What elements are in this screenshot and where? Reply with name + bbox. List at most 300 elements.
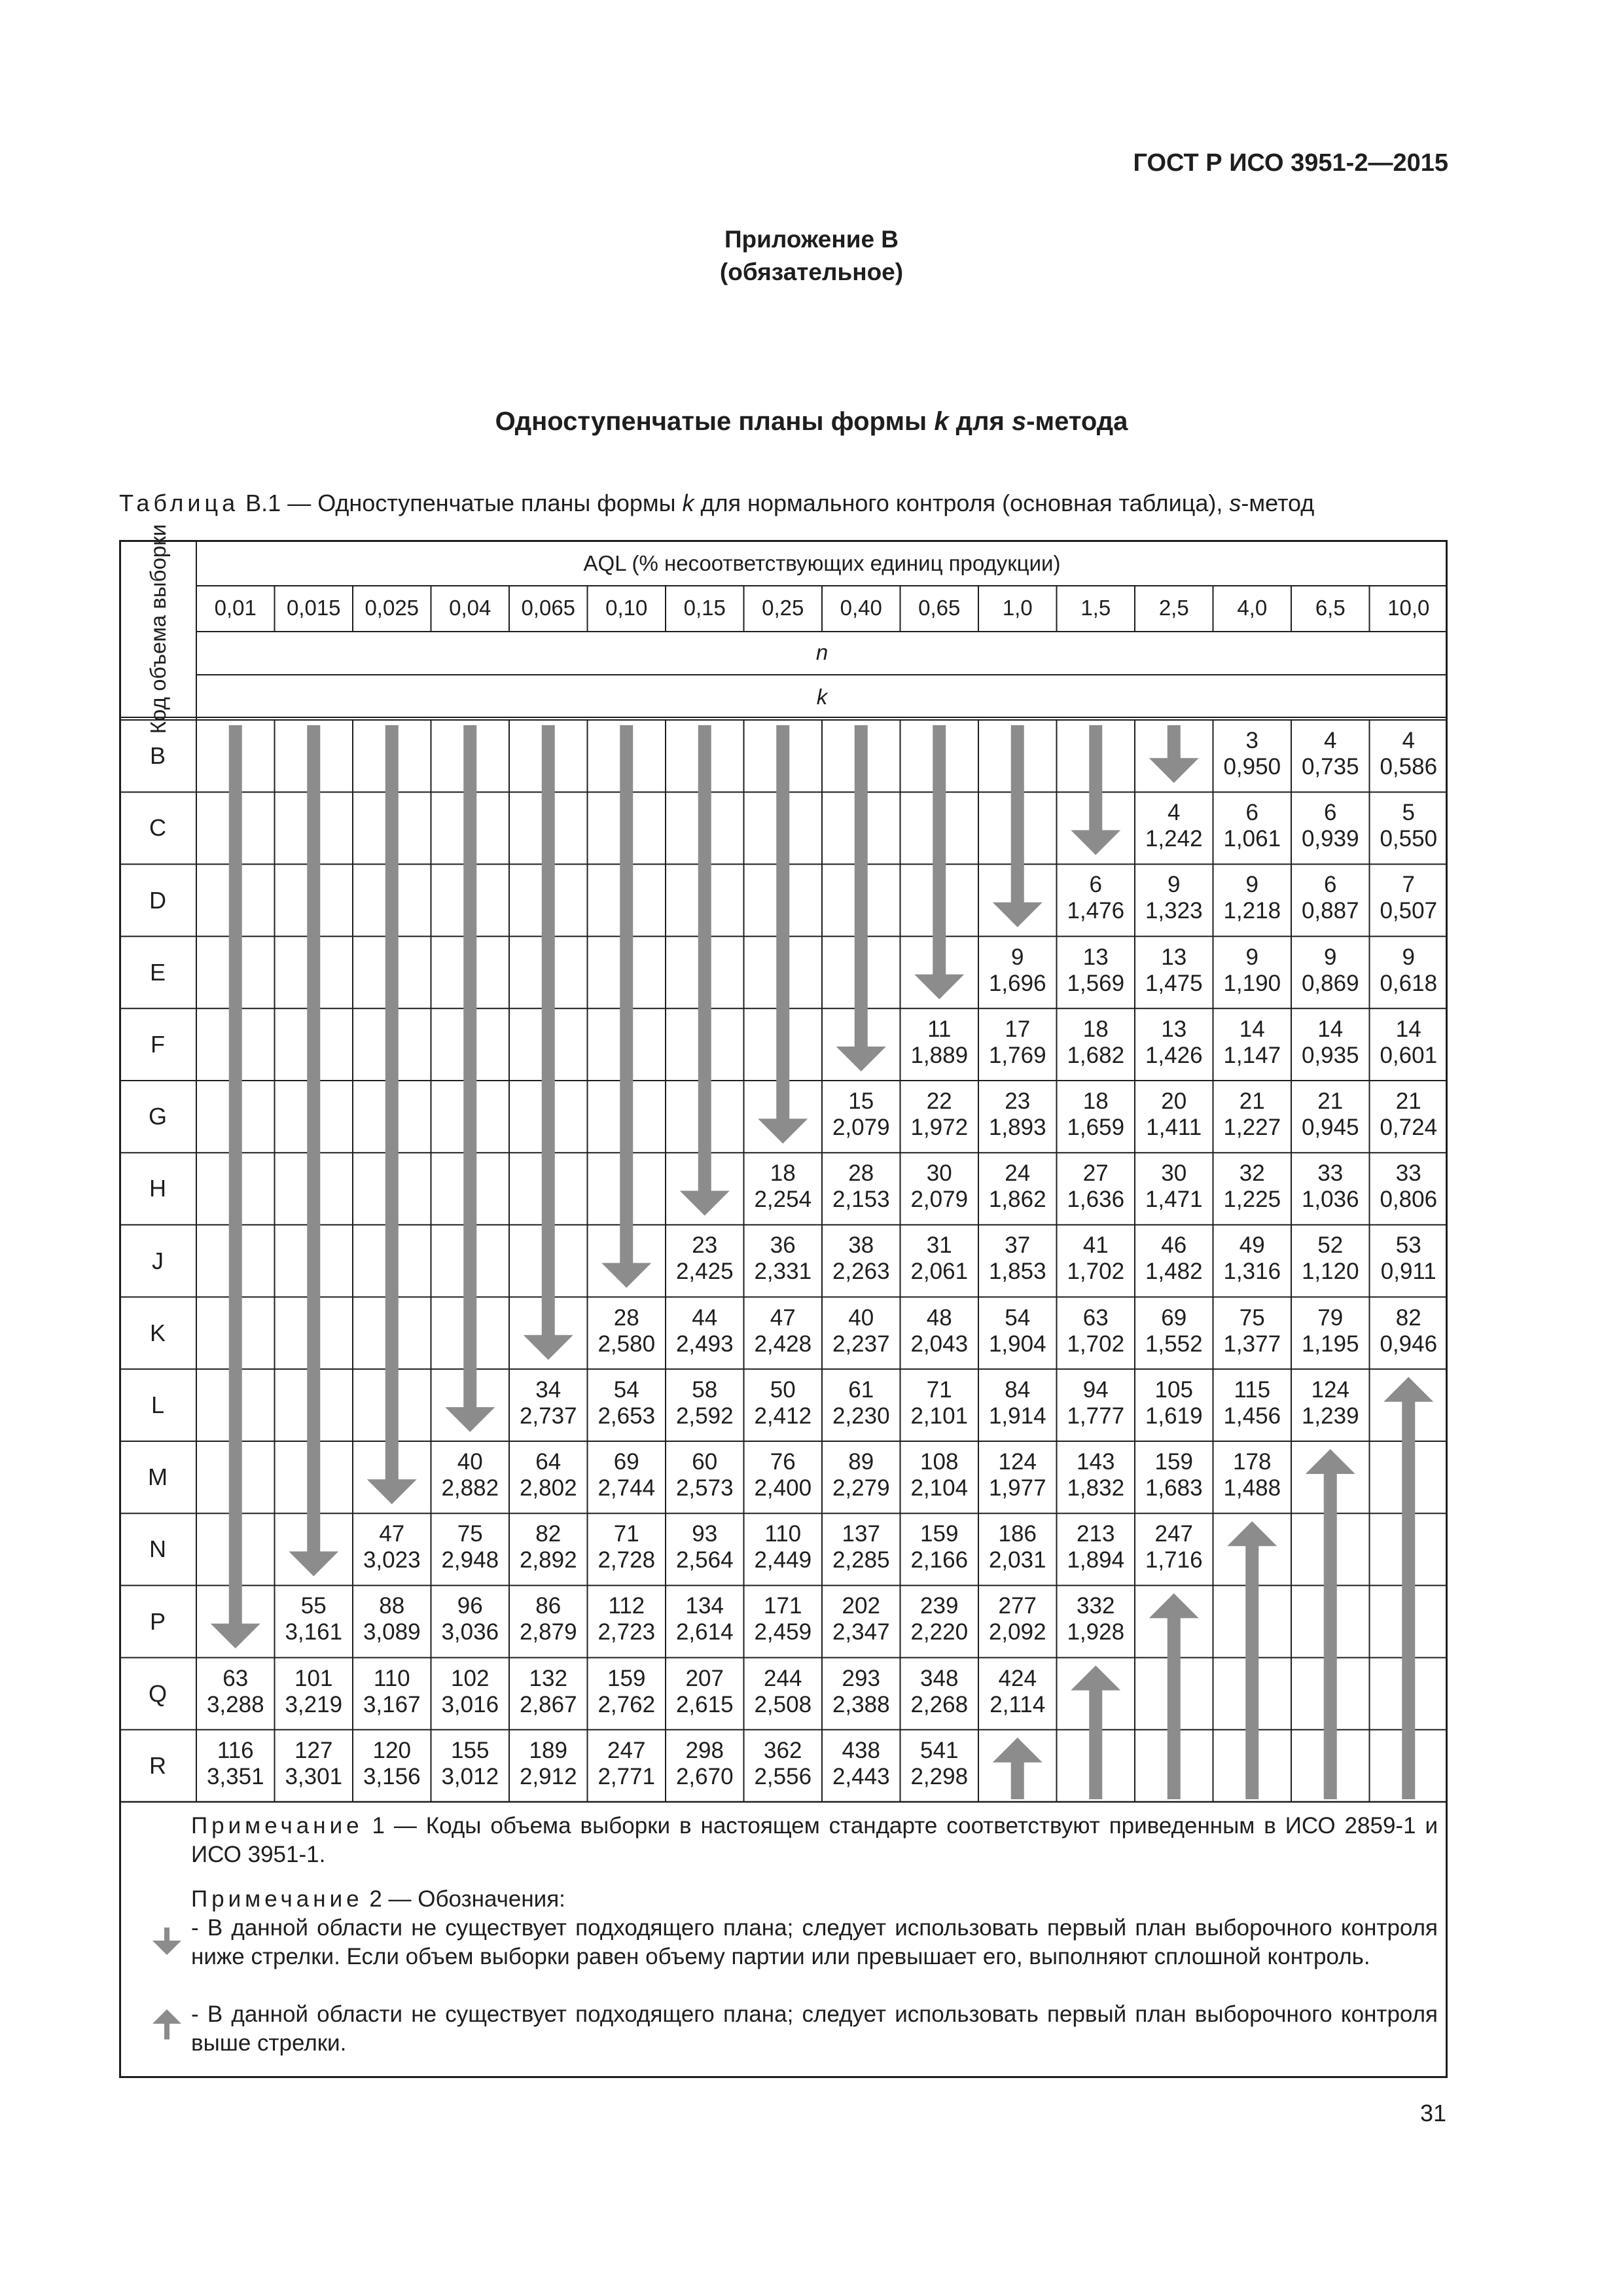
note-2-heading	[191, 1885, 1438, 1914]
plan-n: 33	[1317, 1160, 1344, 1187]
plan-k: 2,153	[832, 1187, 890, 1213]
plan-n: 9	[1324, 944, 1337, 970]
plan-k: 3,351	[206, 1763, 264, 1789]
plan-k: 0,935	[1301, 1042, 1359, 1068]
down-arrow-shaft	[776, 725, 789, 1120]
plan-k: 2,892	[519, 1547, 577, 1573]
plan-n: 63	[1082, 1304, 1109, 1331]
plan-n: 49	[1239, 1232, 1265, 1259]
plan-k: 3,301	[285, 1763, 343, 1789]
plan-n: 159	[1154, 1449, 1193, 1475]
down-arrow-shaft	[1168, 725, 1181, 759]
plan-n: 424	[998, 1665, 1037, 1691]
plan-k: 1,977	[988, 1475, 1046, 1501]
down-arrow-shaft	[463, 725, 476, 1408]
down-arrow-icon	[836, 1047, 886, 1071]
n-label: n	[815, 640, 829, 664]
sample-size-code-R: R	[149, 1751, 166, 1779]
caption-num: В.1 — Одноступенчатые планы формы	[239, 490, 683, 516]
plan-k: 2,298	[910, 1763, 969, 1789]
plan-k: 2,101	[910, 1403, 969, 1429]
plan-n: 13	[1161, 1016, 1187, 1042]
plan-k: 1,619	[1145, 1403, 1203, 1429]
plan-n: 13	[1082, 944, 1109, 970]
caption-post: -метод	[1241, 490, 1315, 516]
plan-n: 18	[1082, 1016, 1109, 1042]
sample-size-code-L: L	[151, 1391, 165, 1418]
plan-n: 21	[1395, 1088, 1421, 1114]
appendix-status: (обязательное)	[719, 259, 904, 285]
plan-n: 41	[1082, 1232, 1109, 1259]
sample-size-code-G: G	[148, 1103, 167, 1130]
plan-k: 0,911	[1380, 1259, 1436, 1285]
plan-n: 159	[920, 1521, 959, 1547]
plan-n: 71	[926, 1376, 952, 1403]
plan-k: 2,114	[990, 1691, 1046, 1717]
sample-size-code-C: C	[149, 814, 166, 842]
plan-n: 5	[1402, 800, 1415, 826]
plan-k: 3,156	[363, 1763, 421, 1789]
k-label: k	[816, 685, 828, 709]
down-arrow-icon	[993, 903, 1043, 927]
plan-n: 137	[842, 1521, 880, 1547]
plan-n: 30	[926, 1160, 952, 1187]
down-arrow-icon	[1071, 830, 1120, 855]
plan-n: 293	[842, 1665, 880, 1691]
plan-k: 2,285	[832, 1547, 890, 1573]
plan-k: 3,023	[363, 1547, 421, 1573]
plan-k: 2,079	[910, 1187, 969, 1213]
plan-k: 1,242	[1145, 826, 1203, 852]
up-arrow-icon	[1149, 1593, 1199, 1618]
arrow-down-icon	[151, 1926, 183, 1956]
plan-n: 3	[1245, 728, 1258, 753]
up-arrow-icon	[993, 1738, 1043, 1763]
plan-k: 1,972	[910, 1115, 969, 1140]
plan-n: 60	[692, 1449, 718, 1475]
plan-k: 0,601	[1380, 1042, 1438, 1068]
plan-k: 1,777	[1067, 1403, 1125, 1429]
plan-k: 0,869	[1301, 970, 1359, 996]
plan-k: 3,288	[206, 1691, 264, 1717]
up-arrow-shaft	[1402, 1401, 1415, 1799]
plan-n: 155	[451, 1737, 490, 1763]
plan-k: 1,853	[988, 1259, 1046, 1285]
plan-n: 55	[300, 1593, 327, 1619]
plan-n: 244	[764, 1665, 802, 1691]
plan-n: 18	[1082, 1088, 1109, 1114]
section-title-pre: Одноступенчатые планы формы	[495, 407, 935, 436]
sample-size-code-H: H	[149, 1175, 166, 1202]
plan-n: 112	[608, 1593, 645, 1619]
down-arrow-icon	[289, 1551, 338, 1576]
plan-k: 1,716	[1145, 1547, 1203, 1573]
plan-k: 1,889	[910, 1042, 969, 1068]
plan-k: 1,893	[988, 1115, 1046, 1140]
plan-n: 14	[1239, 1016, 1265, 1042]
plan-n: 21	[1317, 1088, 1344, 1114]
plan-k: 1,696	[988, 970, 1046, 996]
up-arrow-shaft	[1245, 1545, 1258, 1799]
aql-value-4,0: 4,0	[1237, 596, 1268, 620]
plan-n: 31	[926, 1232, 952, 1259]
arrow-up-icon	[151, 2008, 183, 2041]
plan-n: 23	[692, 1232, 718, 1259]
plan-k: 2,771	[597, 1763, 656, 1789]
sample-size-code-E: E	[149, 958, 166, 986]
plan-n: 124	[998, 1449, 1037, 1475]
plan-k: 2,400	[754, 1475, 812, 1501]
plan-k: 3,167	[363, 1691, 421, 1717]
plan-k: 1,061	[1223, 826, 1281, 852]
plan-n: 239	[920, 1593, 959, 1619]
plan-n: 13	[1161, 944, 1187, 970]
plan-n: 53	[1395, 1232, 1421, 1259]
plan-n: 101	[294, 1665, 333, 1691]
plan-k: 1,636	[1067, 1187, 1125, 1213]
plan-n: 186	[998, 1521, 1037, 1547]
down-arrow-icon	[914, 975, 964, 999]
plan-n: 40	[848, 1304, 874, 1331]
plan-k: 2,728	[597, 1547, 656, 1573]
plan-k: 2,653	[597, 1403, 656, 1429]
down-arrow-icon	[367, 1479, 417, 1504]
plan-n: 86	[535, 1593, 562, 1619]
plan-n: 110	[764, 1521, 802, 1547]
plan-n: 6	[1089, 872, 1102, 898]
plan-n: 171	[764, 1593, 802, 1619]
plan-n: 48	[926, 1304, 952, 1331]
plan-n: 159	[607, 1665, 646, 1691]
plan-k: 0,724	[1380, 1115, 1438, 1140]
plan-n: 6	[1324, 872, 1337, 898]
plan-k: 0,735	[1301, 754, 1359, 780]
plan-n: 362	[764, 1737, 802, 1763]
note-2-label: Примечание	[191, 1886, 363, 1912]
section-title-mid: для	[948, 407, 1012, 436]
note-1-label: Примечание	[191, 1813, 363, 1839]
sample-size-code-B: B	[149, 742, 166, 770]
plan-k: 2,428	[754, 1331, 812, 1357]
plan-k: 2,166	[910, 1547, 969, 1573]
plan-n: 69	[1161, 1304, 1187, 1331]
plan-k: 1,195	[1301, 1331, 1359, 1357]
plan-n: 207	[685, 1665, 724, 1691]
plan-k: 1,904	[988, 1331, 1046, 1357]
plan-n: 14	[1395, 1016, 1421, 1042]
plan-n: 88	[379, 1593, 405, 1619]
plan-k: 2,564	[675, 1547, 734, 1573]
aql-value-0,10: 0,10	[605, 596, 648, 620]
plan-k: 2,263	[832, 1259, 890, 1285]
plan-n: 84	[1005, 1376, 1031, 1403]
plan-k: 2,508	[754, 1691, 812, 1717]
plan-k: 2,573	[675, 1475, 734, 1501]
plan-n: 4	[1168, 800, 1181, 826]
plan-k: 2,670	[675, 1763, 734, 1789]
aql-value-0,65: 0,65	[918, 596, 961, 620]
plan-n: 9	[1168, 872, 1181, 898]
plan-k: 2,614	[675, 1619, 734, 1645]
plan-n: 9	[1402, 944, 1415, 970]
plan-n: 105	[1154, 1376, 1193, 1403]
plan-k: 2,230	[832, 1403, 890, 1429]
plan-n: 4	[1324, 728, 1337, 753]
plan-k: 1,476	[1067, 898, 1125, 924]
caption-k: k	[682, 490, 694, 516]
plan-k: 1,227	[1223, 1115, 1281, 1140]
plan-k: 1,475	[1145, 970, 1203, 996]
plan-k: 2,268	[910, 1691, 969, 1717]
sample-size-code-Q: Q	[148, 1679, 167, 1707]
plan-k: 1,914	[988, 1403, 1046, 1429]
sample-size-code-P: P	[149, 1607, 166, 1635]
plan-k: 2,347	[832, 1619, 890, 1645]
plan-k: 3,161	[285, 1619, 343, 1645]
plan-k: 3,012	[441, 1763, 499, 1789]
plan-k: 2,388	[832, 1691, 890, 1717]
note-up-legend: - В данной области не существует подходящего плана; следует использовать первый план выборочного контроля выше стрелки.	[191, 2001, 1438, 2056]
up-arrow-icon	[1071, 1666, 1120, 1691]
plan-k: 2,092	[988, 1619, 1046, 1645]
aql-value-0,40: 0,40	[840, 596, 882, 620]
plan-n: 115	[1234, 1376, 1271, 1403]
down-arrow-shaft	[229, 725, 242, 1625]
plan-n: 24	[1005, 1160, 1031, 1187]
plan-k: 1,147	[1223, 1042, 1281, 1068]
plan-k: 0,887	[1301, 898, 1359, 924]
plan-n: 9	[1245, 872, 1258, 898]
plan-n: 27	[1082, 1160, 1109, 1187]
plan-n: 28	[848, 1160, 874, 1187]
plan-k: 0,939	[1301, 826, 1359, 852]
down-arrow-shaft	[855, 725, 868, 1048]
plan-k: 1,471	[1145, 1187, 1203, 1213]
plan-k: 2,493	[675, 1331, 734, 1357]
plan-k: 0,950	[1223, 754, 1281, 780]
plan-k: 2,948	[441, 1547, 499, 1573]
down-arrow-icon	[758, 1119, 808, 1143]
plan-n: 22	[926, 1088, 952, 1114]
plan-k: 1,832	[1067, 1475, 1125, 1501]
plan-n: 79	[1317, 1304, 1344, 1331]
aql-value-0,065: 0,065	[521, 596, 576, 620]
plan-n: 213	[1077, 1521, 1115, 1547]
plan-k: 1,683	[1145, 1475, 1203, 1501]
plan-n: 4	[1402, 728, 1415, 753]
plan-n: 44	[692, 1304, 718, 1331]
aql-value-6,5: 6,5	[1315, 596, 1346, 620]
plan-k: 2,443	[832, 1763, 890, 1789]
plan-n: 120	[372, 1737, 411, 1763]
plan-n: 54	[613, 1376, 639, 1403]
aql-value-0,025: 0,025	[365, 596, 419, 620]
up-arrow-shaft	[1168, 1617, 1181, 1799]
standard-designation: ГОСТ Р ИСО 3951-2—2015	[1133, 149, 1448, 177]
plan-k: 2,802	[519, 1475, 577, 1501]
caption-mid: для нормального контроля (основная таблица),	[694, 490, 1230, 516]
plan-k: 3,089	[363, 1619, 421, 1645]
plan-n: 247	[607, 1737, 646, 1763]
plan-k: 1,659	[1067, 1115, 1125, 1140]
down-arrow-icon	[445, 1407, 495, 1432]
plan-n: 47	[379, 1521, 405, 1547]
plan-n: 36	[770, 1232, 796, 1259]
plan-n: 348	[920, 1665, 959, 1691]
plan-k: 2,615	[675, 1691, 734, 1717]
note-down-legend: - В данной области не существует подходящего плана; следует использовать первый план выборочного контроля ниже стрелки. Если объем выборки равен объему партии или превышает его, выполняют сплошной контроль.	[191, 1915, 1438, 1969]
plan-n: 75	[457, 1521, 483, 1547]
plan-k: 2,556	[754, 1763, 812, 1789]
down-arrow-shaft	[933, 725, 946, 976]
plan-n: 47	[770, 1304, 796, 1331]
plan-k: 2,882	[441, 1475, 499, 1501]
sample-size-code-J: J	[152, 1247, 164, 1274]
plan-n: 94	[1082, 1376, 1109, 1403]
plan-k: 0,586	[1380, 754, 1438, 780]
plan-k: 1,456	[1223, 1403, 1281, 1429]
plan-k: 1,316	[1223, 1259, 1281, 1285]
down-arrow-icon	[1149, 758, 1199, 783]
section-title-post: -метода	[1026, 407, 1128, 436]
table-caption	[119, 490, 1461, 517]
note-1	[191, 1812, 1438, 1869]
plan-n: 298	[685, 1737, 724, 1763]
plan-n: 6	[1245, 800, 1258, 826]
sample-size-code-M: M	[148, 1463, 168, 1491]
down-arrow-icon	[211, 1624, 260, 1649]
plan-n: 75	[1239, 1304, 1265, 1331]
plan-k: 0,806	[1380, 1187, 1438, 1213]
plan-k: 3,219	[285, 1691, 343, 1717]
plan-k: 2,762	[597, 1691, 656, 1717]
plan-k: 2,425	[675, 1259, 734, 1285]
plan-n: 71	[613, 1521, 639, 1547]
plan-n: 143	[1077, 1449, 1115, 1475]
plan-k: 2,449	[754, 1547, 812, 1573]
plan-n: 7	[1402, 872, 1415, 898]
plan-k: 0,946	[1380, 1331, 1438, 1357]
down-arrow-shaft	[1089, 725, 1102, 831]
up-arrow-icon	[1383, 1377, 1433, 1402]
up-arrow-shaft	[1011, 1761, 1024, 1799]
plan-k: 1,488	[1223, 1475, 1281, 1501]
note-1-text: 1 — Коды объема выборки в настоящем стандарте соответствуют приведенным в ИСО 2859-1 и ИСО 3951-1.	[191, 1813, 1438, 1867]
down-arrow-icon	[601, 1263, 651, 1288]
plan-n: 21	[1239, 1088, 1265, 1114]
plan-k: 2,331	[754, 1259, 812, 1285]
plan-k: 0,507	[1380, 898, 1438, 924]
plan-n: 54	[1005, 1304, 1031, 1331]
plan-n: 28	[613, 1304, 639, 1331]
plan-k: 1,862	[988, 1187, 1046, 1213]
plan-k: 2,723	[597, 1619, 656, 1645]
plan-k: 1,928	[1067, 1619, 1125, 1645]
plan-k: 2,061	[910, 1259, 969, 1285]
aql-value-2,5: 2,5	[1158, 596, 1189, 620]
plan-k: 1,190	[1223, 970, 1281, 996]
aql-value-0,015: 0,015	[286, 596, 341, 620]
caption-label: Таблица	[119, 490, 240, 516]
aql-value-0,25: 0,25	[762, 596, 804, 620]
down-arrow-icon	[524, 1335, 573, 1360]
aql-value-0,01: 0,01	[214, 596, 257, 620]
plan-k: 2,279	[832, 1475, 890, 1501]
plan-n: 30	[1161, 1160, 1187, 1187]
plan-n: 127	[294, 1737, 333, 1763]
plan-k: 2,043	[910, 1331, 969, 1357]
plan-k: 2,867	[519, 1691, 577, 1717]
plan-k: 2,592	[675, 1403, 734, 1429]
aql-value-1,0: 1,0	[1002, 596, 1033, 620]
code-column-header: Код объема выборки	[146, 524, 170, 734]
plan-k: 1,682	[1067, 1042, 1125, 1068]
plan-k: 1,702	[1067, 1331, 1125, 1357]
plan-k: 1,552	[1145, 1331, 1203, 1357]
plan-n: 89	[848, 1449, 874, 1475]
plan-n: 58	[692, 1376, 718, 1403]
plan-n: 46	[1161, 1232, 1187, 1259]
plan-n: 32	[1239, 1160, 1265, 1187]
plan-k: 2,879	[519, 1619, 577, 1645]
plan-n: 82	[1395, 1304, 1421, 1331]
plan-n: 9	[1245, 944, 1258, 970]
aql-value-0,15: 0,15	[683, 596, 726, 620]
plan-n: 33	[1395, 1160, 1421, 1187]
sample-size-code-K: K	[149, 1319, 166, 1346]
plan-k: 2,104	[910, 1475, 969, 1501]
plan-n: 23	[1005, 1088, 1031, 1114]
aql-value-10,0: 10,0	[1387, 596, 1430, 620]
plan-n: 20	[1161, 1088, 1187, 1114]
note-2-text: 2 — Обозначения:	[363, 1886, 565, 1912]
plan-k: 1,239	[1301, 1403, 1359, 1429]
plan-n: 63	[223, 1665, 249, 1691]
sample-size-code-F: F	[151, 1030, 165, 1058]
down-arrow-shaft	[385, 725, 399, 1480]
plan-k: 2,580	[597, 1331, 656, 1357]
plan-n: 202	[842, 1593, 880, 1619]
plan-k: 2,412	[754, 1403, 812, 1429]
plan-n: 15	[848, 1088, 874, 1114]
section-title-k: k	[934, 407, 949, 436]
plan-n: 124	[1311, 1376, 1349, 1403]
plan-n: 34	[535, 1376, 562, 1403]
plan-k: 1,120	[1301, 1259, 1359, 1285]
plan-k: 2,912	[519, 1763, 577, 1789]
plan-n: 52	[1317, 1232, 1344, 1259]
aql-header: AQL (% несоответствующих единиц продукции)	[583, 551, 1061, 575]
sample-size-code-N: N	[149, 1535, 166, 1563]
plan-n: 40	[457, 1449, 483, 1475]
plan-k: 1,323	[1145, 898, 1203, 924]
plan-n: 17	[1005, 1016, 1031, 1042]
plan-k: 1,377	[1223, 1331, 1281, 1357]
plan-k: 1,411	[1146, 1115, 1202, 1140]
plan-n: 178	[1233, 1449, 1272, 1475]
plan-k: 2,737	[519, 1403, 577, 1429]
plan-n: 38	[848, 1232, 874, 1259]
up-arrow-icon	[1306, 1449, 1355, 1474]
caption-s: s	[1229, 490, 1241, 516]
plan-n: 6	[1324, 800, 1337, 826]
sample-size-code-D: D	[149, 886, 166, 914]
plan-k: 1,702	[1067, 1259, 1125, 1285]
plan-k: 1,569	[1067, 970, 1125, 996]
plan-k: 3,036	[441, 1619, 499, 1645]
plan-n: 50	[770, 1376, 796, 1403]
up-arrow-icon	[1227, 1521, 1277, 1546]
